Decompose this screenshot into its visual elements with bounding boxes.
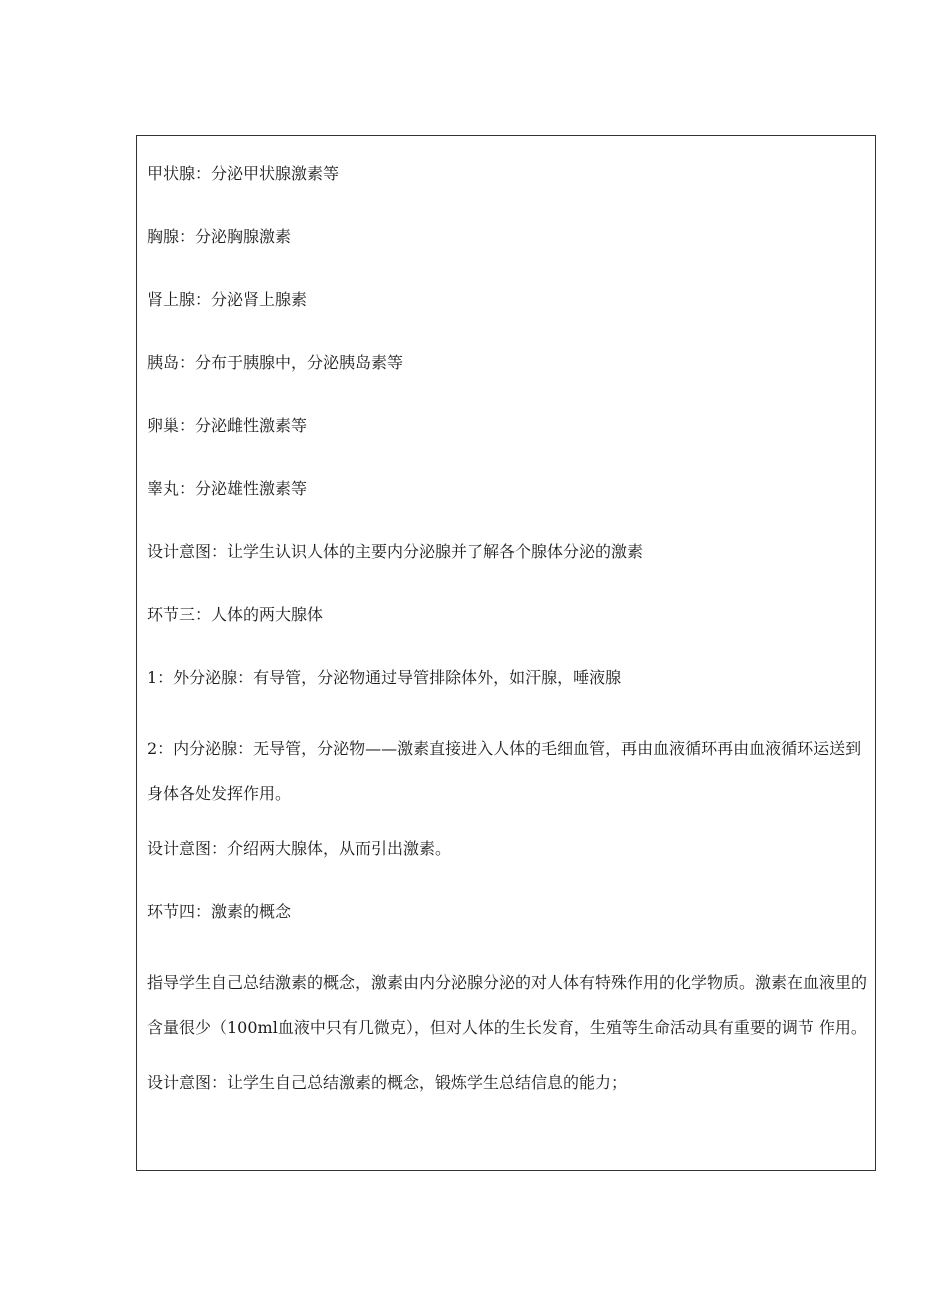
paragraph-islets: 胰岛：分布于胰腺中，分泌胰岛素等 <box>147 353 404 372</box>
content-table-cell <box>136 135 876 1171</box>
paragraph-endocrine: 2：内分泌腺：无导管，分泌物——激素直接进入人体的毛细血管，再由血液循环再由血液循环运送到身体各处发挥作用。 <box>147 739 862 803</box>
paragraph-hormone-concept: 指导学生自己总结激素的概念，激素由内分泌腺分泌的对人体有特殊作用的化学物质。激素在血液里的含量很少（100ml血液中只有几微克），但对人体的生长发育，生殖等生命活动具有重要的调节 作用。 <box>147 973 868 1037</box>
paragraph-ovary: 卵巢：分泌雌性激素等 <box>147 416 308 435</box>
paragraph-exocrine: 1：外分泌腺：有导管，分泌物通过导管排除体外，如汗腺，唾液腺 <box>147 668 622 687</box>
document-body <box>147 159 867 1131</box>
paragraph-design-intent-1: 设计意图：让学生认识人体的主要内分泌腺并了解各个腺体分泌的激素 <box>147 542 644 561</box>
paragraph-thymus: 胸腺：分泌胸腺激素 <box>147 227 292 246</box>
paragraph-adrenal: 肾上腺：分泌肾上腺素 <box>147 290 308 309</box>
paragraph-thyroid: 甲状腺：分泌甲状腺激素等 <box>147 164 340 183</box>
paragraph-testis: 睾丸：分泌雄性激素等 <box>147 479 308 498</box>
paragraph-design-intent-2: 设计意图：介绍两大腺体，从而引出激素。 <box>147 839 452 858</box>
paragraph-section-three: 环节三：人体的两大腺体 <box>147 605 324 624</box>
paragraph-section-four: 环节四：激素的概念 <box>147 902 292 921</box>
paragraph-design-intent-3: 设计意图：让学生自己总结激素的概念，锻炼学生总结信息的能力； <box>147 1073 628 1092</box>
